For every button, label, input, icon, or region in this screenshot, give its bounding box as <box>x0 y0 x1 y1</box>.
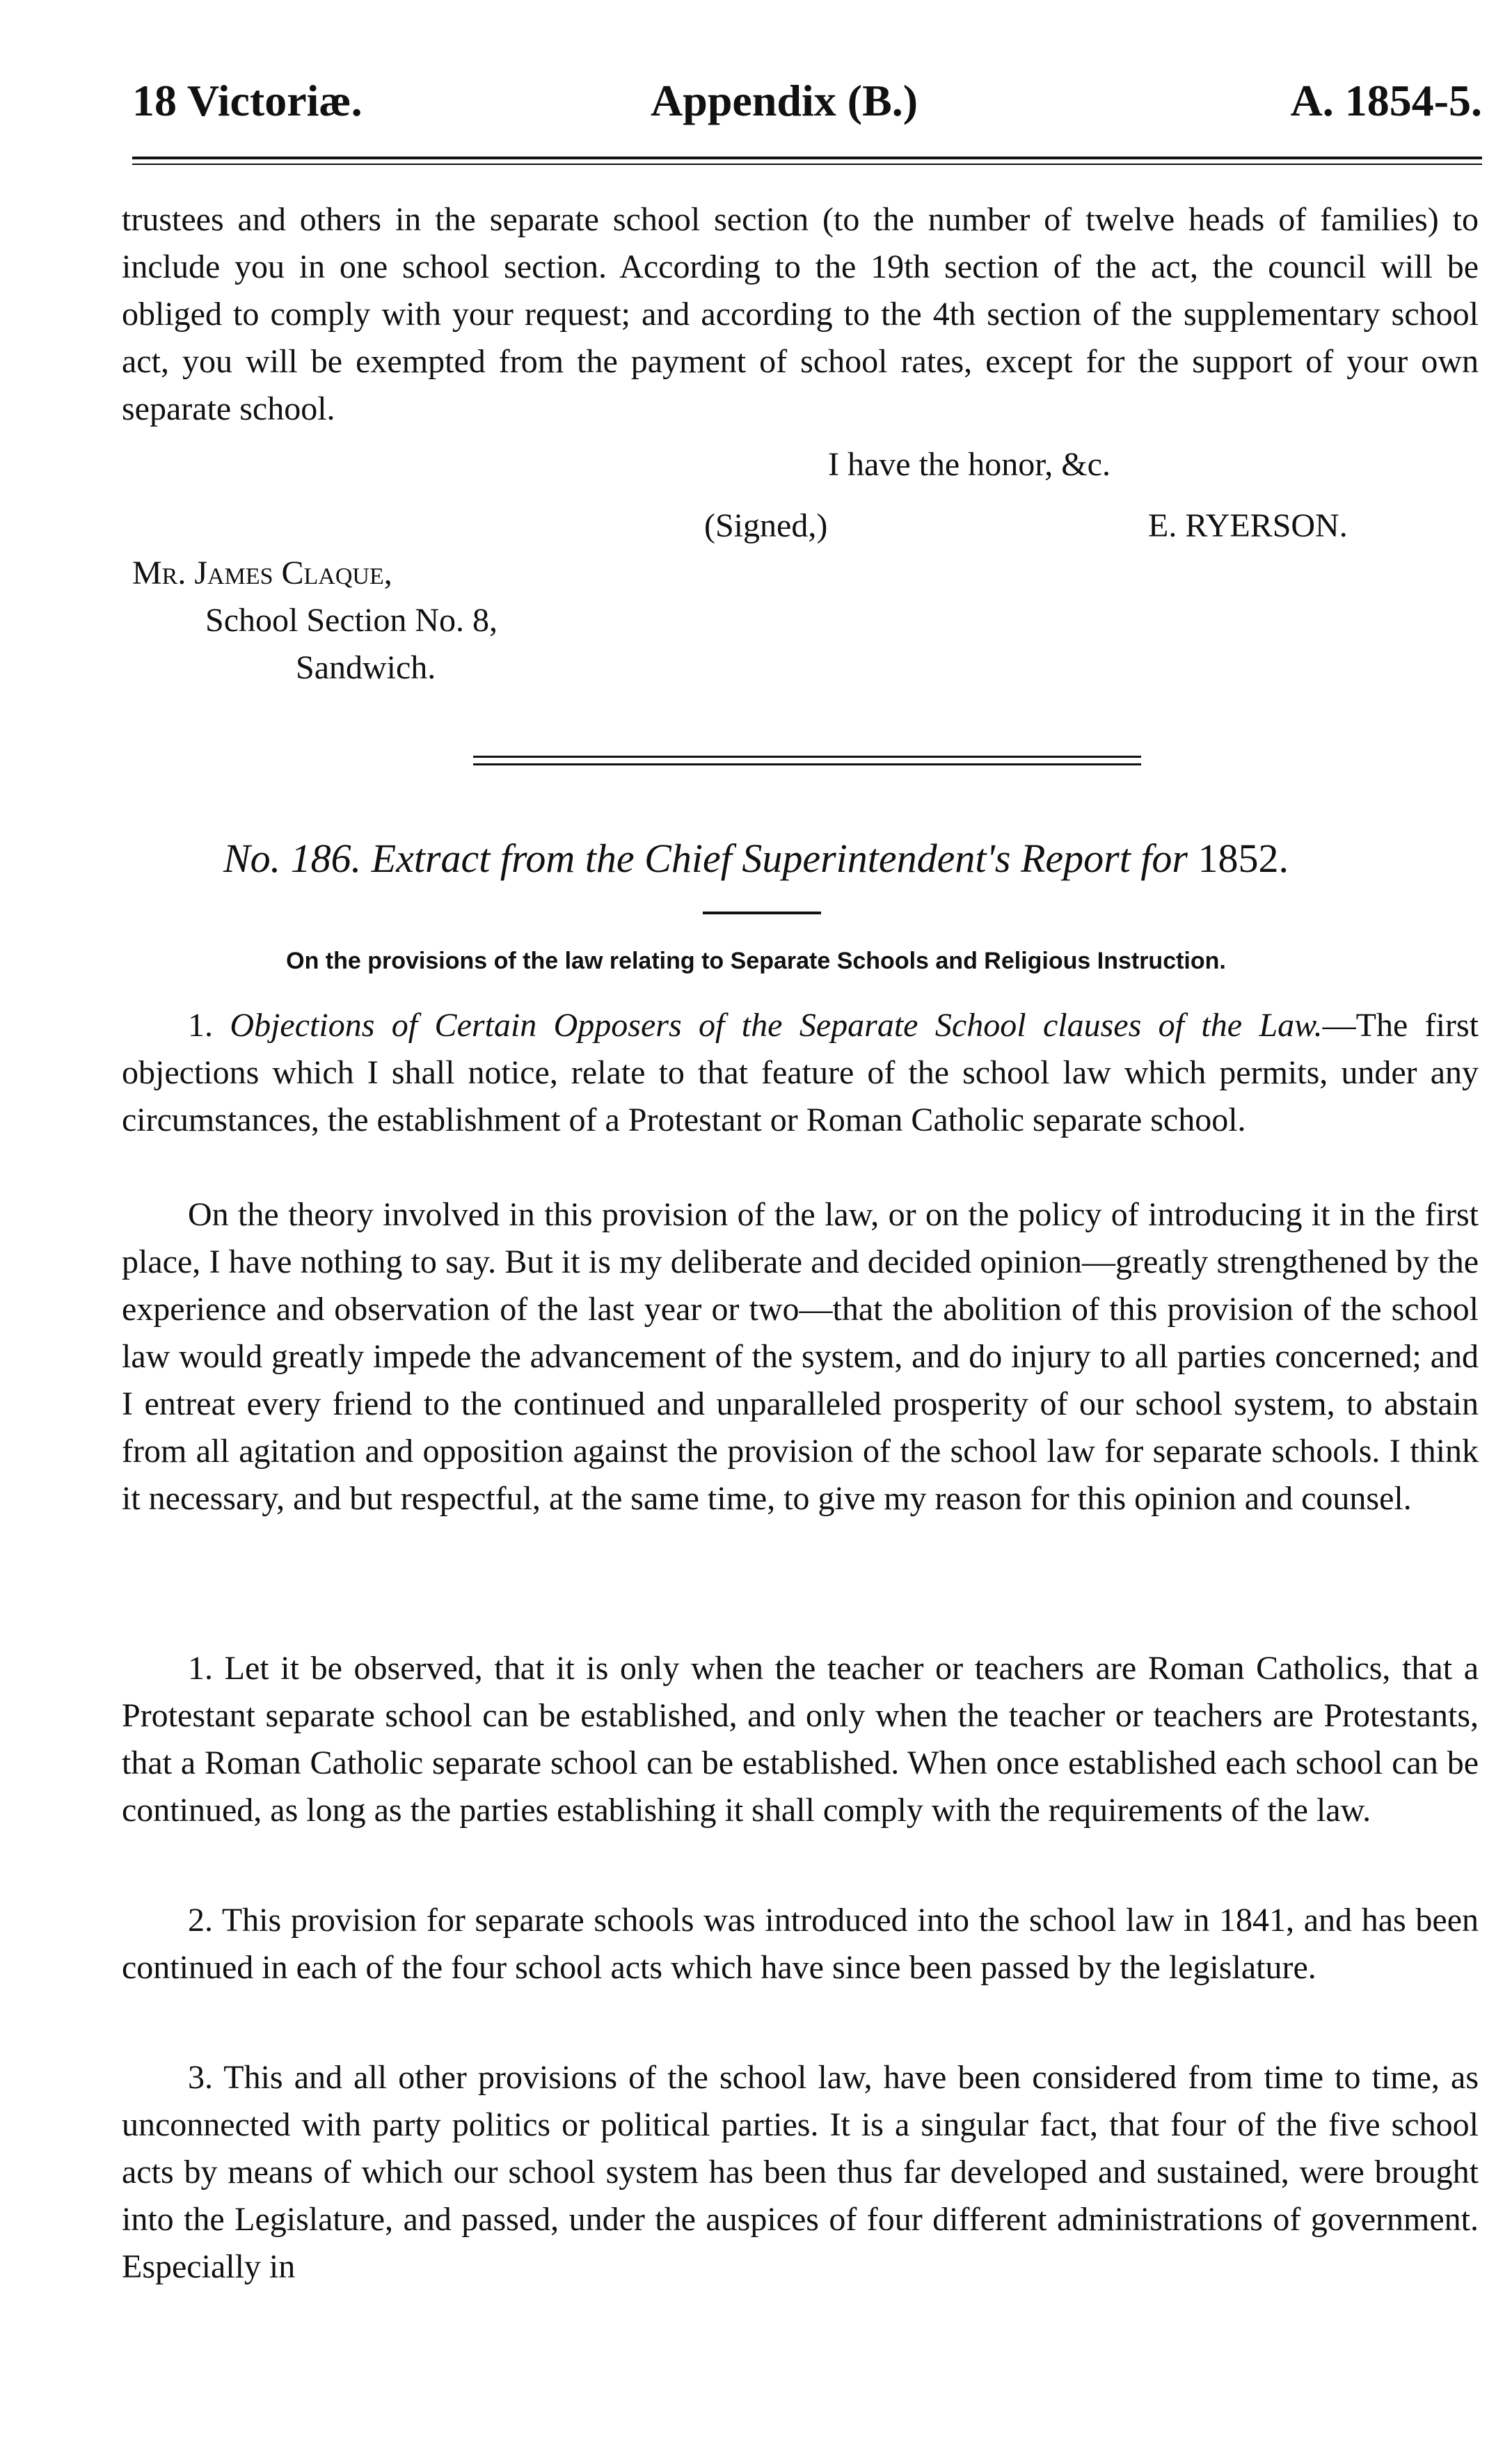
point-2-paragraph: 2. This provision for separate schools was introduced into the school law in 1841, and has been continued in each of the four school acts which have since been passed by the legislature. <box>122 1902 1479 1986</box>
extract-subtitle: On the provisions of the law relating to Separate Schools and Religious Instruction. <box>286 948 1226 974</box>
header-left: 18 Victoriæ. <box>132 76 363 125</box>
section-heading: Objections of Certain Opposers of the Separate School clauses of the Law. <box>230 1007 1323 1044</box>
running-header <box>132 75 1482 138</box>
addressee-name-text: Mr. James Claque, <box>132 555 392 591</box>
section-text: —The first objections which I shall notice, relate to that feature of the school law which permits, under any circumstances, the establishment of a Protestant or Roman Catholic separate school. <box>122 1007 1479 1138</box>
header-rule <box>132 157 1482 165</box>
objections-paragraph <box>122 1002 1479 1144</box>
title-rule <box>703 912 821 914</box>
extract-title <box>0 835 1512 882</box>
opinion-paragraph: On the theory involved in this provision of the law, or on the policy of introducing it in the first place, I have nothing to say. But it is my deliberate and decided opinion—greatly strengthened by the experience and observation of the last year or two—that the abolition of this provision of the school law would greatly impede the advancement of the system, and do injury to all parties concerned; and I entreat every friend to the continued and unparalleled prosperity of our school system, to abstain from all agitation and opposition against the provision of the school law for separate schools. I think it necessary, and but respectful, at the same time, to give my reason for this opinion and counsel. <box>122 1196 1479 1517</box>
header-right: A. 1854-5. <box>1290 76 1482 125</box>
signer-name: E. RYERSON. <box>1148 507 1348 544</box>
extract-number: No. 186. <box>223 836 362 881</box>
signed-label: (Signed,) <box>704 507 828 544</box>
letter-body: trustees and others in the separate school section (to the number of twelve heads of families) to include you in one school section. According to the 19th section of the act, the council will be obliged to comply with your request; and according to the 4th section of the supplementary school act, you will be exempted from the payment of school rates, except for the support of your own separate school. <box>122 201 1479 427</box>
addressee-name <box>132 550 392 597</box>
point-3-paragraph: 3. This and all other provisions of the school law, have been considered from time to time, as unconnected with party politics or political parties. It is a singular fact, that four of the five school acts by means of which our school system has been thus far developed and sustained, were brought into the Legislature, and passed, under the auspices of four different administrations of government. Especially in <box>122 2059 1479 2285</box>
extract-year: 1852. <box>1197 836 1289 881</box>
header-center: Appendix (B.) <box>651 76 918 125</box>
section-number: 1. <box>188 1007 213 1044</box>
point-1-paragraph: 1. Let it be observed, that it is only when the teacher or teachers are Roman Catholics, that a Protestant separate school can be established, and only when the teacher or teachers are Protestants, that a Roman Catholic separate school can be established. When once established each school can be continued, as long as the parties establishing it shall comply with the requirements of the law. <box>122 1650 1479 1829</box>
section-divider <box>473 756 1141 765</box>
addressee-place: Sandwich. <box>296 649 436 686</box>
letter-closing: I have the honor, &c. <box>828 446 1111 483</box>
extract-title-text: Extract from the Chief Superintendent's Report for <box>371 836 1188 881</box>
addressee-school: School Section No. 8, <box>205 602 498 639</box>
